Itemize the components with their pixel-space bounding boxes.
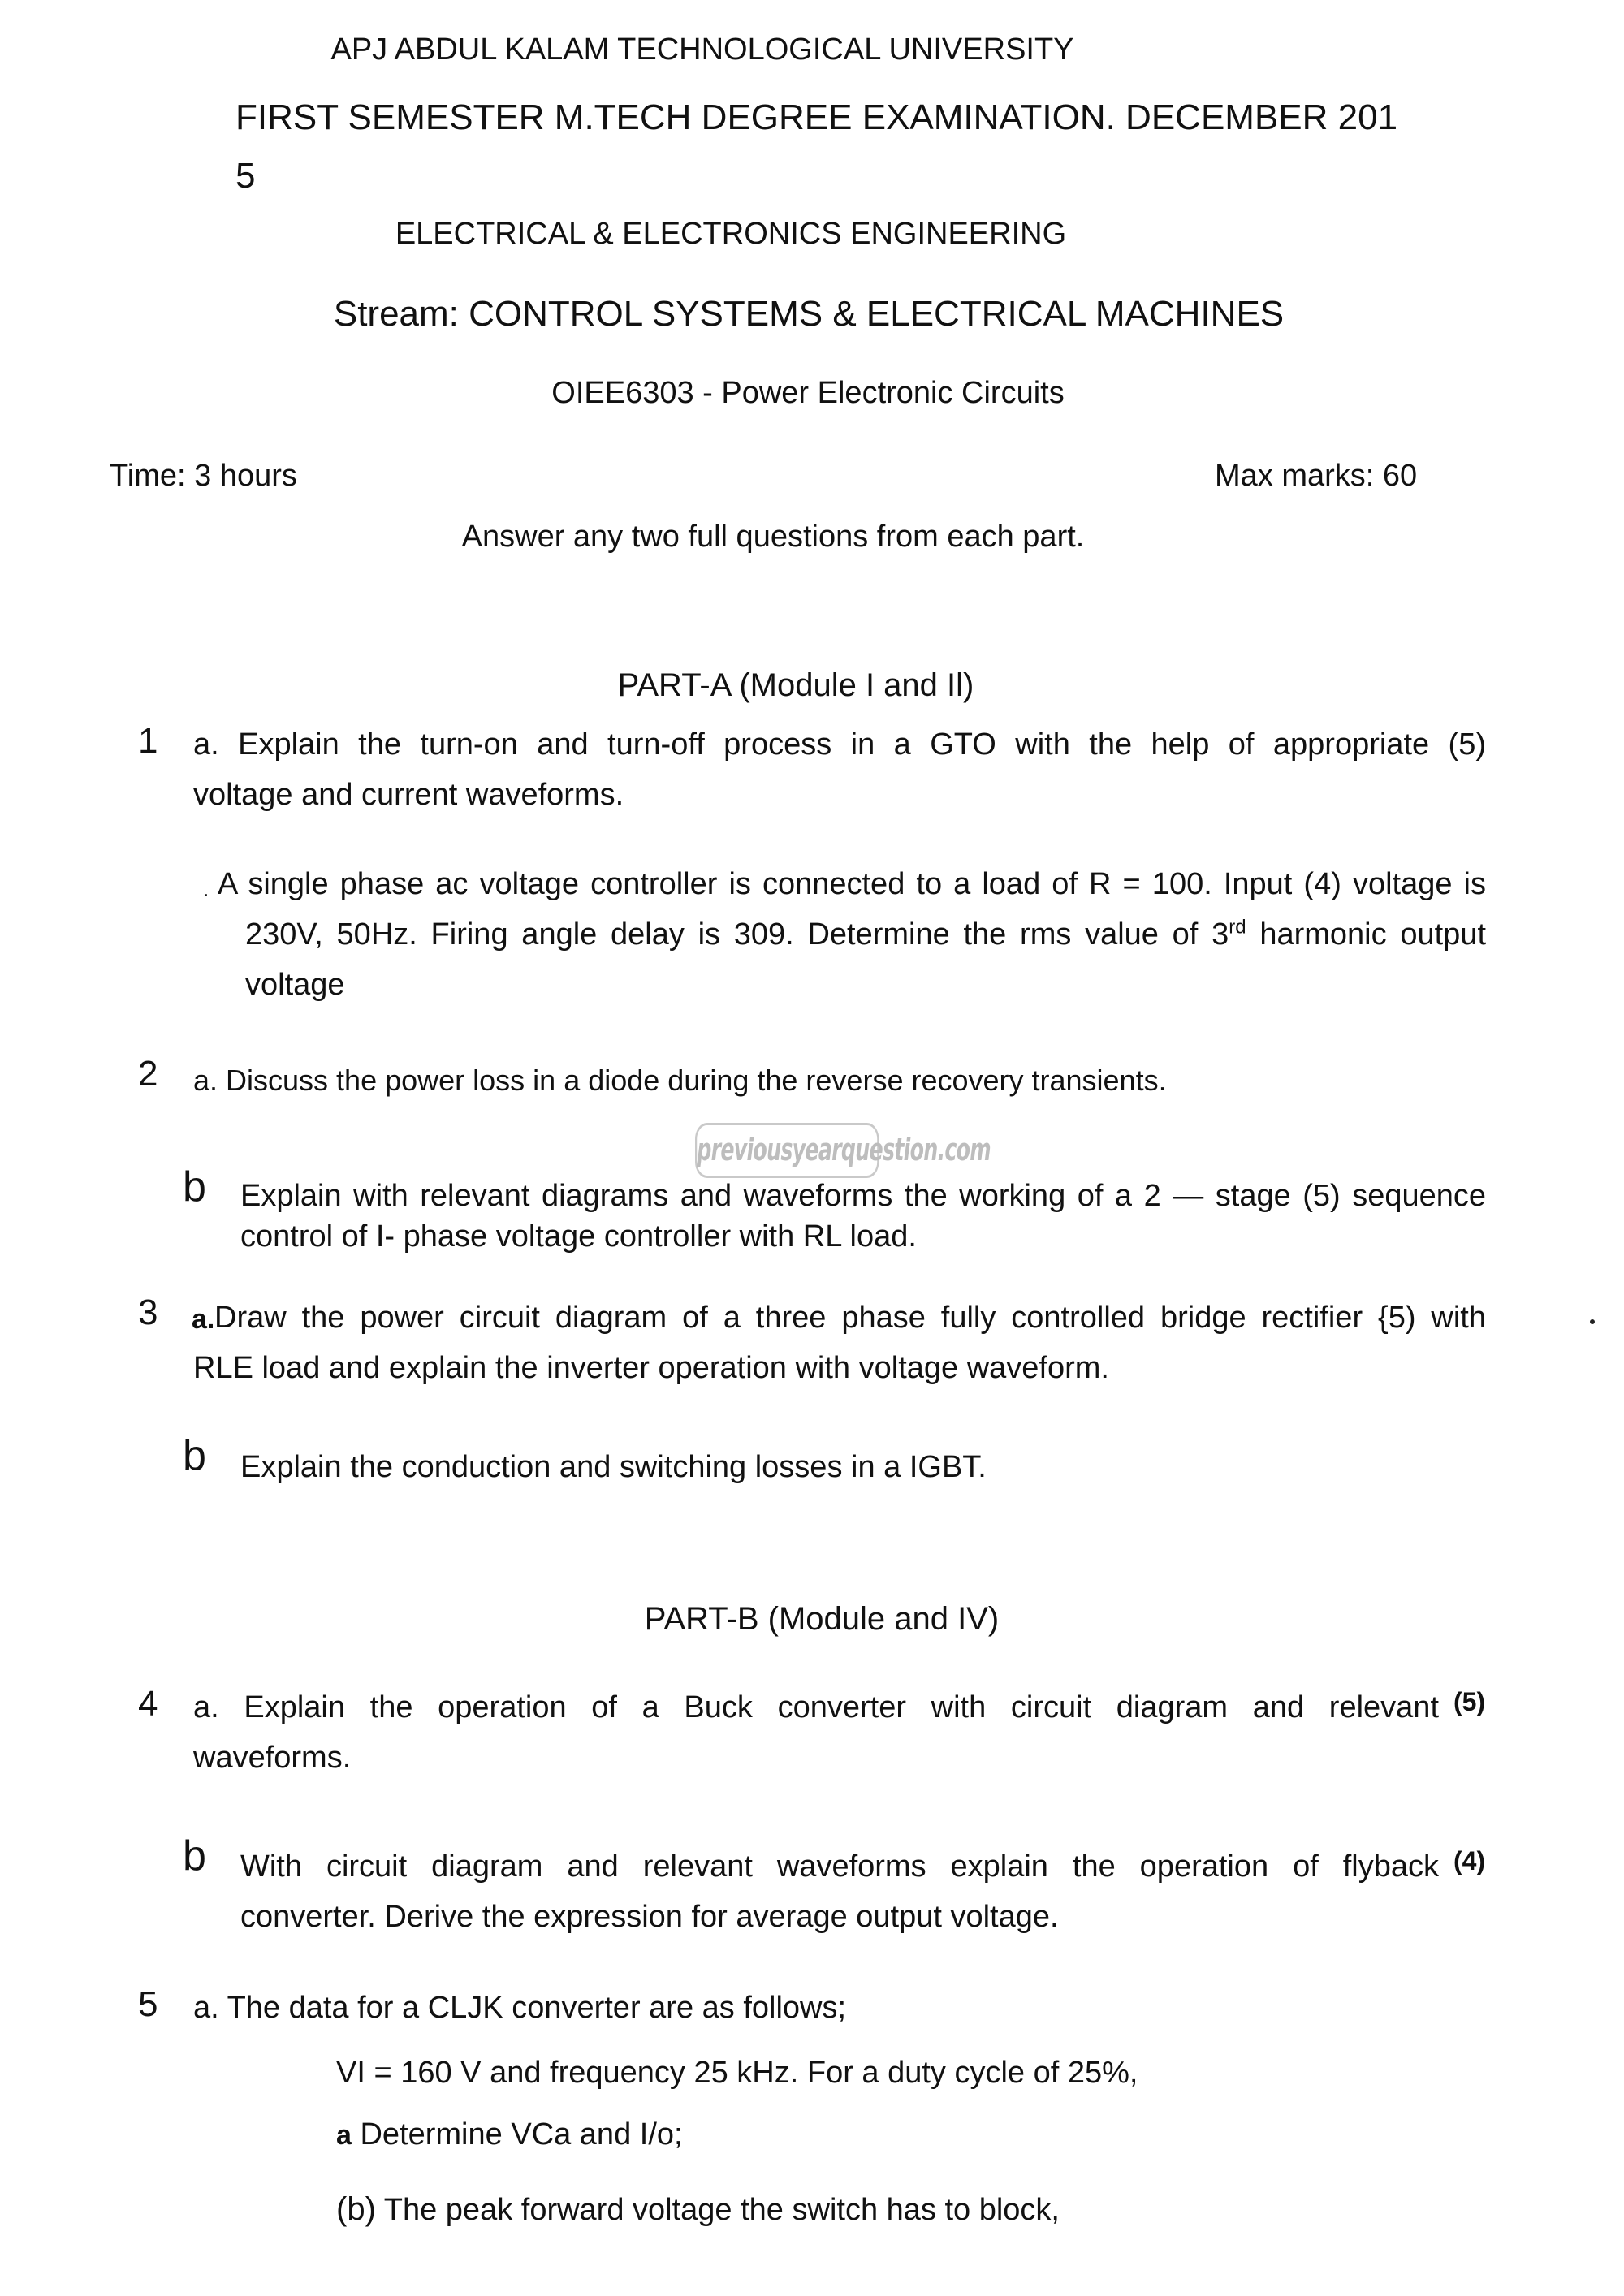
question-number: 5	[138, 1984, 158, 2024]
question-1b-line3: voltage	[245, 968, 345, 1002]
question-2b-line2: control of I- phase voltage controller with RL load.	[240, 1219, 917, 1254]
question-2a-line1: a. Discuss the power loss in a diode during the reverse recovery transients.	[193, 1064, 1167, 1097]
question-1b-bullet: .	[203, 877, 209, 901]
question-5-sub-a: a Determine VCa and I/o;	[336, 2117, 683, 2151]
question-number: 1	[138, 721, 158, 761]
question-3a-line1: Draw the power circuit diagram of a three phase fully controlled bridge rectifier {5) with	[214, 1301, 1486, 1335]
question-number: 4	[138, 1684, 158, 1724]
instruction: Answer any two full questions from each part.	[461, 520, 1085, 554]
question-number: 2	[138, 1054, 158, 1094]
question-3b-line1: Explain the conduction and switching losses in a IGBT.	[240, 1450, 987, 1484]
question-4b-line1: With circuit diagram and relevant waveforms explain the operation of flyback	[240, 1849, 1439, 1884]
question-4a-marks: (5)	[1453, 1687, 1486, 1716]
question-4b-marks: (4)	[1453, 1846, 1486, 1875]
part-a-title: PART-A (Module I and Il)	[617, 667, 974, 703]
course-title: OIEE6303 - Power Electronic Circuits	[551, 376, 1065, 410]
question-4b-line2: converter. Derive the expression for average output voltage.	[240, 1900, 1059, 1934]
university-name: APJ ABDUL KALAM TECHNOLOGICAL UNIVERSITY	[330, 32, 1074, 67]
stray-dot	[1590, 1319, 1595, 1324]
watermark-logo: previousyearquestion.com	[695, 1123, 879, 1178]
question-3b-label: b	[183, 1432, 206, 1479]
question-3a-label: a.	[192, 1304, 215, 1335]
question-5-sub-b: (b) The peak forward voltage the switch has to block,	[336, 2191, 1060, 2227]
part-b-title: PART-B (Module and IV)	[644, 1601, 1000, 1637]
question-number: 3	[138, 1293, 158, 1332]
question-2b-label: b	[183, 1163, 206, 1211]
question-1a-line2: voltage and current waveforms.	[193, 778, 624, 812]
question-1a-line1: a. Explain the turn-on and turn-off process in a GTO with the help of appropriate (5)	[193, 727, 1486, 762]
question-4a-line2: waveforms.	[193, 1741, 352, 1775]
question-3a-line2: RLE load and explain the inverter operation with voltage waveform.	[193, 1351, 1109, 1385]
question-4a-line1: a. Explain the operation of a Buck converter with circuit diagram and relevant	[193, 1690, 1439, 1724]
stream-name: Stream: CONTROL SYSTEMS & ELECTRICAL MACHINES	[333, 294, 1285, 334]
question-5-data: VI = 160 V and frequency 25 kHz. For a duty cycle of 25%,	[336, 2056, 1138, 2090]
question-4b-label: b	[183, 1832, 206, 1880]
question-1b-line2: 230V, 50Hz. Firing angle delay is 309. Determine the rms value of 3rd harmonic output	[245, 916, 1487, 952]
max-marks: Max marks: 60	[1215, 459, 1418, 493]
question-1b-line1: A single phase ac voltage controller is connected to a load of R = 100. Input (4) voltage is	[218, 867, 1486, 901]
question-2b-line1: Explain with relevant diagrams and waveforms the working of a 2 — stage (5) sequence	[240, 1179, 1486, 1213]
exam-duration: Time: 3 hours	[110, 459, 297, 493]
department-name: ELECTRICAL & ELECTRONICS ENGINEERING	[395, 217, 1067, 251]
exam-title-line1: FIRST SEMESTER M.TECH DEGREE EXAMINATION. DECEMBER 201	[235, 97, 1398, 137]
question-5a-line1: a. The data for a CLJK converter are as follows;	[193, 1991, 847, 2025]
exam-title-line2: 5	[235, 156, 256, 196]
